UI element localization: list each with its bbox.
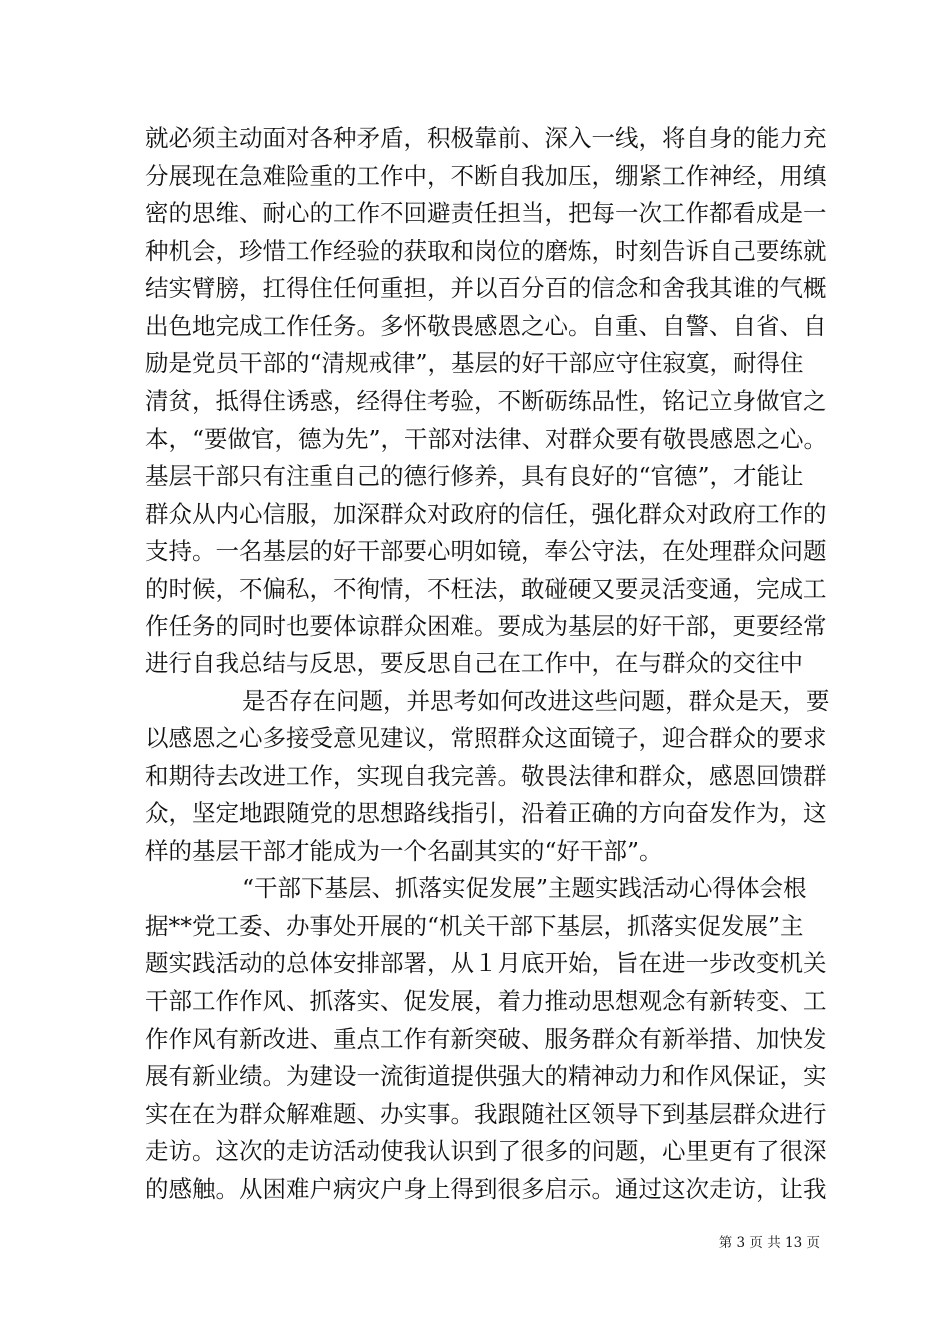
body-line: 走访。这次的走访活动使我认识到了很多的问题，心里更有了很深: [145, 1137, 827, 1165]
body-line: 励是党员干部的“清规戒律”，基层的好干部应守住寂寞，耐得住: [145, 349, 804, 377]
body-line: 清贫，抵得住诱惑，经得住考验，不断砺练品性，铭记立身做官之: [145, 387, 827, 415]
page-number-footer: 第 3 页 共 13 页: [718, 1235, 820, 1251]
body-line: 据**党工委、办事处开展的“机关干部下基层，抓落实促发展”主: [145, 912, 804, 940]
body-line: 的感触。从困难户病灾户身上得到很多启示。通过这次走访，让我: [145, 1175, 827, 1203]
body-line: 密的思维、耐心的工作不回避责任担当，把每一次工作都看成是一: [145, 199, 827, 227]
body-line: 结实臂膀，扛得住任何重担，并以百分百的信念和舍我其谁的气概: [145, 274, 827, 302]
body-line: 出色地完成工作任务。多怀敬畏感恩之心。自重、自警、自省、自: [145, 312, 827, 340]
body-line: 作作风有新改进、重点工作有新突破、服务群众有新举措、加快发: [145, 1025, 827, 1053]
body-line: 干部工作作风、抓落实、促发展，着力推动思想观念有新转变、工: [145, 987, 827, 1015]
body-line: 和期待去改进工作，实现自我完善。敬畏法律和群众，感恩回馈群: [145, 762, 827, 790]
body-line: 进行自我总结与反思，要反思自己在工作中，在与群众的交往中: [145, 649, 803, 677]
body-line: 基层干部只有注重自己的德行修养，具有良好的“官德”，才能让: [145, 462, 804, 490]
body-line: “干部下基层、抓落实促发展”主题实践活动心得体会根: [242, 874, 807, 902]
body-line: 题实践活动的总体安排部署，从１月底开始，旨在进一步改变机关: [145, 949, 827, 977]
body-line: 支持。一名基层的好干部要心明如镜，奉公守法，在处理群众问题: [145, 537, 827, 565]
body-line: 展有新业绩。为建设一流街道提供强大的精神动力和作风保证，实: [145, 1062, 827, 1090]
body-line: 本，“要做官，德为先”，干部对法律、对群众要有敬畏感恩之心。: [145, 425, 828, 453]
body-line: 样的基层干部才能成为一个名副其实的“好干部”。: [145, 837, 663, 865]
body-line: 群众从内心信服，加深群众对政府的信任，强化群众对政府工作的: [145, 500, 827, 528]
body-line: 实在在为群众解难题、办实事。我跟随社区领导下到基层群众进行: [145, 1100, 827, 1128]
body-line: 众，坚定地跟随党的思想路线指引，沿着正确的方向奋发作为，这: [145, 799, 827, 827]
body-line: 种机会，珍惜工作经验的获取和岗位的磨炼，时刻告诉自己要练就: [145, 237, 827, 265]
body-line: 以感恩之心多接受意见建议，常照群众这面镜子，迎合群众的要求: [145, 724, 827, 752]
body-line: 作任务的同时也要体谅群众困难。要成为基层的好干部，更要经常: [145, 612, 827, 640]
body-line: 就必须主动面对各种矛盾，积极靠前、深入一线，将自身的能力充: [145, 124, 827, 152]
body-line: 分展现在急难险重的工作中，不断自我加压，绷紧工作神经，用缜: [145, 162, 827, 190]
body-line: 的时候，不偏私，不徇情，不枉法，敢碰硬又要灵活变通，完成工: [145, 575, 827, 603]
body-line: 是否存在问题，并思考如何改进这些问题，群众是天，要: [242, 687, 830, 715]
